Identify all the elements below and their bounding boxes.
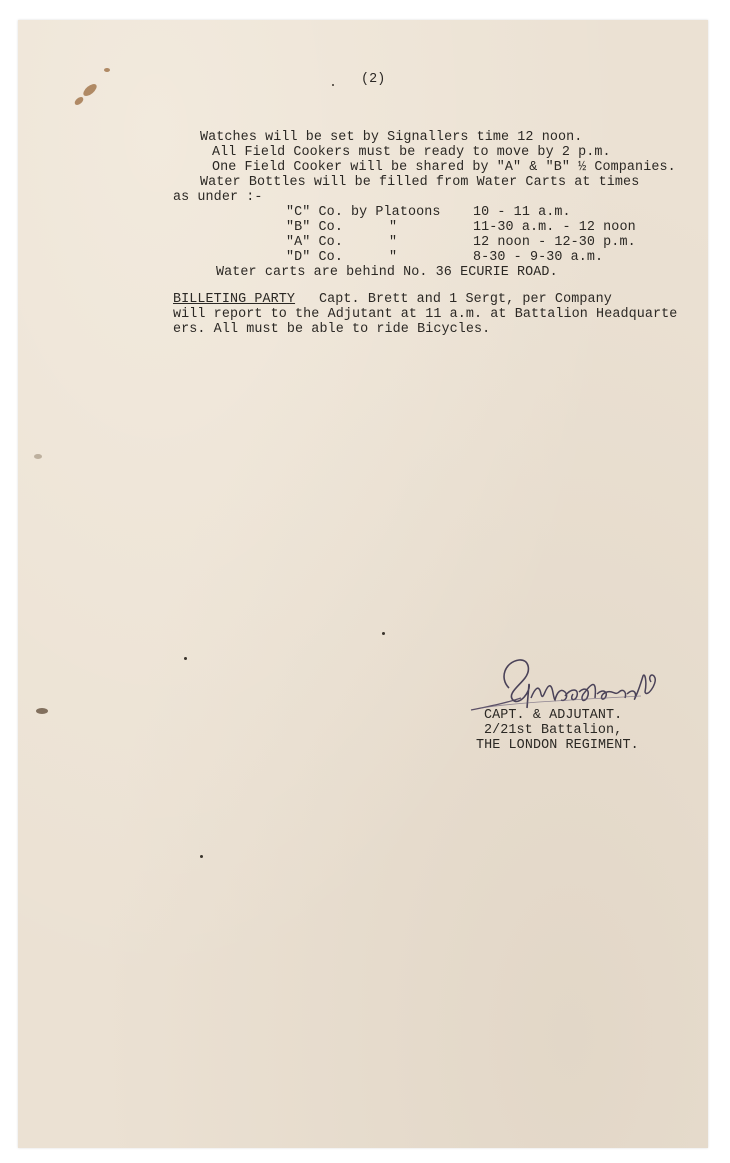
schedule-by: "	[389, 235, 398, 250]
water-carts-line: Water carts are behind No. 36 ECURIE ROAD.	[216, 265, 558, 280]
body-line-water-bottles: Water Bottles will be filled from Water Carts at times	[200, 175, 640, 190]
schedule-time: 11-30 a.m. - 12 noon	[473, 220, 636, 235]
paper-mark	[34, 454, 42, 459]
body-line-field-cookers: All Field Cookers must be ready to move by 2 p.m.	[212, 145, 611, 160]
schedule-time: 10 - 11 a.m.	[473, 205, 571, 220]
schedule-by: "	[389, 250, 398, 265]
schedule-by: "	[389, 220, 398, 235]
document-page	[18, 20, 708, 1148]
schedule-company: "B" Co.	[286, 220, 343, 235]
signature-battalion: 2/21st Battalion,	[484, 723, 623, 738]
rust-stain-mark	[104, 68, 110, 72]
rust-stain-mark	[81, 82, 98, 98]
billeting-line: will report to the Adjutant at 11 a.m. at Battalion Headquarte	[173, 307, 678, 322]
schedule-company: "A" Co.	[286, 235, 343, 250]
paper-mark	[36, 708, 48, 714]
signature-regiment: THE LONDON REGIMENT.	[476, 738, 639, 753]
paper-speck	[200, 855, 203, 858]
page-number: (2)	[361, 72, 386, 87]
schedule-by: by Platoons	[351, 205, 441, 220]
schedule-time: 8-30 - 9-30 a.m.	[473, 250, 604, 265]
rust-stain-mark	[73, 95, 85, 106]
body-line-shared-cooker: One Field Cooker will be shared by "A" & "B" ½ Companies.	[212, 160, 676, 175]
paper-speck	[382, 632, 385, 635]
billeting-line: Capt. Brett and 1 Sergt, per Company	[319, 292, 612, 307]
signature-title: CAPT. & ADJUTANT.	[484, 708, 623, 723]
schedule-company: "C" Co.	[286, 205, 343, 220]
body-line-as-under: as under :-	[173, 190, 263, 205]
schedule-time: 12 noon - 12-30 p.m.	[473, 235, 636, 250]
billeting-heading: BILLETING PARTY	[173, 292, 296, 307]
schedule-company: "D" Co.	[286, 250, 343, 265]
body-line-watches: Watches will be set by Signallers time 12 noon.	[200, 130, 583, 145]
billeting-line: ers. All must be able to ride Bicycles.	[173, 322, 491, 337]
paper-speck	[332, 84, 334, 86]
paper-speck	[184, 657, 187, 660]
